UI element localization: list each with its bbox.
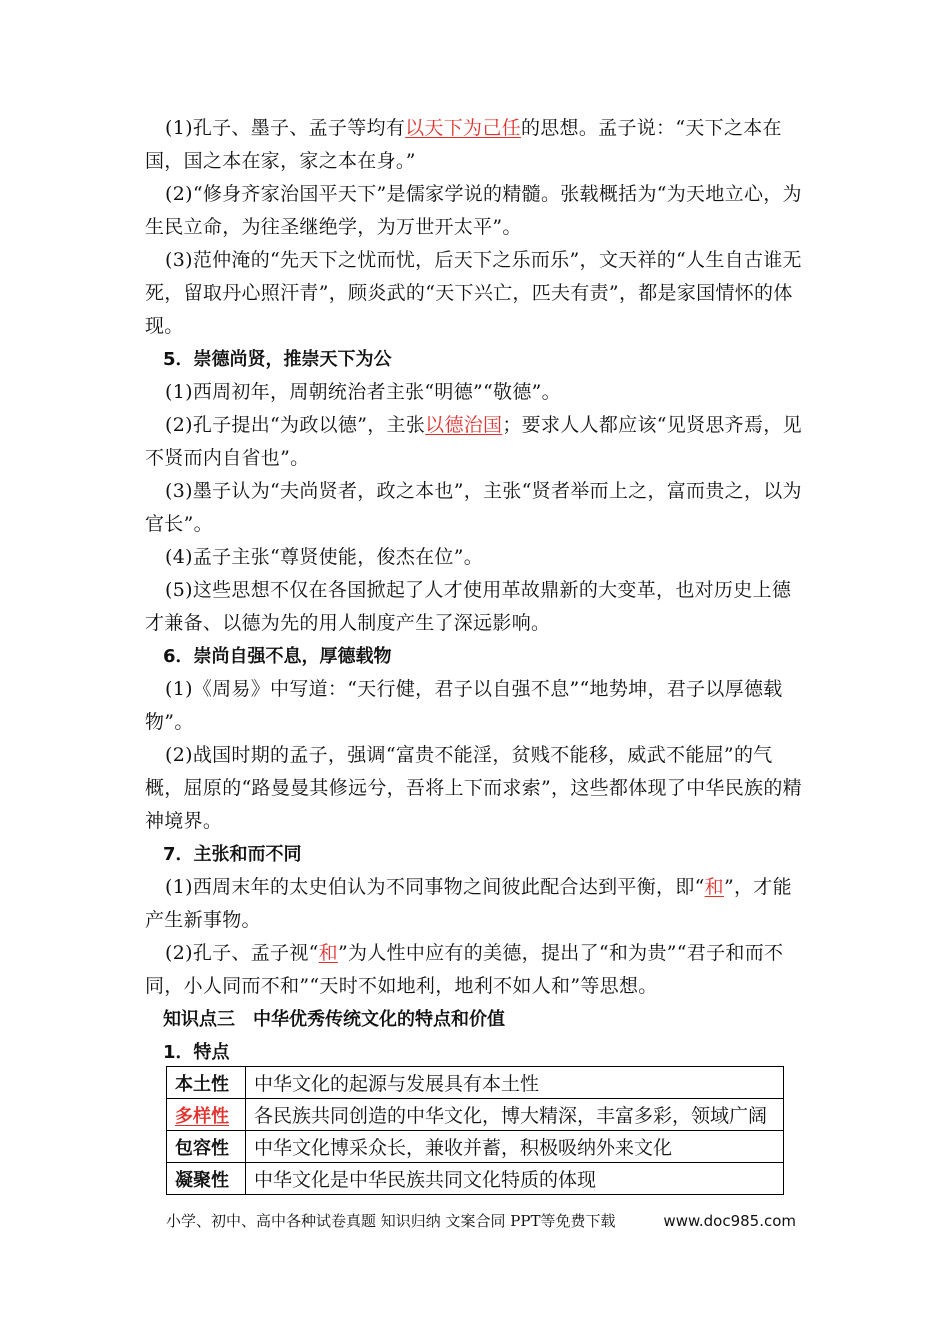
paragraph: (2)孔子、孟子视“和”为人性中应有的美德，提出了“和为贵”“君子和而不同，小人同而不和”“天时不如地利，地利不如人和”等思想。 [145, 942, 784, 997]
knowledge-heading: 知识点三 中华优秀传统文化的特点和价值 [163, 1009, 505, 1030]
paragraph: (2)“修身齐家治国平天下”是儒家学说的精髓。张载概括为“为天地立心，为生民立命，为往圣继绝学，为万世开太平”。 [145, 183, 802, 238]
page-footer [166, 1210, 796, 1232]
highlight-text: 以天下为己任 [405, 117, 521, 139]
table-row [167, 1099, 784, 1131]
paragraph: (1)西周末年的太史伯认为不同事物之间彼此配合达到平衡，即“和”，才能产生新事物。 [145, 876, 792, 931]
highlight-text: 和 [704, 876, 724, 898]
table-key-cell: 本土性 [167, 1067, 246, 1099]
table-key-cell: 凝聚性 [167, 1163, 246, 1195]
table-row [167, 1067, 784, 1099]
footer-text: 小学、初中、高中各种试卷真题 知识归纳 文案合同 PPT等免费下载 [166, 1212, 616, 1230]
sub-heading: 1．特点 [163, 1042, 230, 1063]
section-heading: 6．崇尚自强不息，厚德载物 [163, 646, 392, 667]
table-row [167, 1163, 784, 1195]
footer-site[interactable]: www.doc985.com [663, 1212, 796, 1230]
table-value-cell: 中华文化是中华民族共同文化特质的体现 [246, 1163, 784, 1195]
document-body [145, 112, 805, 1069]
paragraph: (2)战国时期的孟子，强调“富贵不能淫，贫贱不能移，威武不能屈”的气概，屈原的“路曼曼其修远兮，吾将上下而求索”，这些都体现了中华民族的精神境界。 [145, 744, 802, 832]
section-heading: 7．主张和而不同 [163, 844, 302, 865]
paragraph: (5)这些思想不仅在各国掀起了人才使用革故鼎新的大变革，也对历史上德才兼备、以德为先的用人制度产生了深远影响。 [145, 579, 792, 634]
paragraph: (1)西周初年，周朝统治者主张“明德”“敬德”。 [165, 381, 561, 403]
highlight-text: 和 [318, 942, 338, 964]
paragraph: (4)孟子主张“尊贤使能，俊杰在位”。 [165, 546, 484, 568]
table-value-cell: 中华文化博采众长，兼收并蓄，积极吸纳外来文化 [246, 1131, 784, 1163]
paragraph: (1)孔子、墨子、孟子等均有以天下为己任的思想。孟子说：“天下之本在国，国之本在家，家之本在身。” [145, 117, 782, 172]
table-row [167, 1131, 784, 1163]
table-key-cell: 包容性 [167, 1131, 246, 1163]
table-value-cell: 各民族共同创造的中华文化，博大精深，丰富多彩，领域广阔 [246, 1099, 784, 1131]
paragraph: (3)墨子认为“夫尚贤者，政之本也”，主张“贤者举而上之，富而贵之，以为官长”。 [145, 480, 802, 535]
paragraph: (3)范仲淹的“先天下之忧而忧，后天下之乐而乐”，文天祥的“人生自古谁无死，留取丹心照汗青”，顾炎武的“天下兴亡，匹夫有责”，都是家国情怀的体现。 [145, 249, 802, 337]
features-table [166, 1066, 784, 1195]
table-value-cell: 中华文化的起源与发展具有本土性 [246, 1067, 784, 1099]
highlight-text: 以德治国 [425, 414, 503, 436]
section-heading: 5．崇德尚贤，推崇天下为公 [163, 349, 392, 370]
paragraph: (2)孔子提出“为政以德”，主张以德治国；要求人人都应该“见贤思齐焉，见不贤而内自省也”。 [145, 414, 802, 469]
table-key-cell: 多样性 [167, 1099, 246, 1131]
paragraph: (1)《周易》中写道：“天行健，君子以自强不息”“地势坤，君子以厚德载物”。 [145, 678, 783, 733]
